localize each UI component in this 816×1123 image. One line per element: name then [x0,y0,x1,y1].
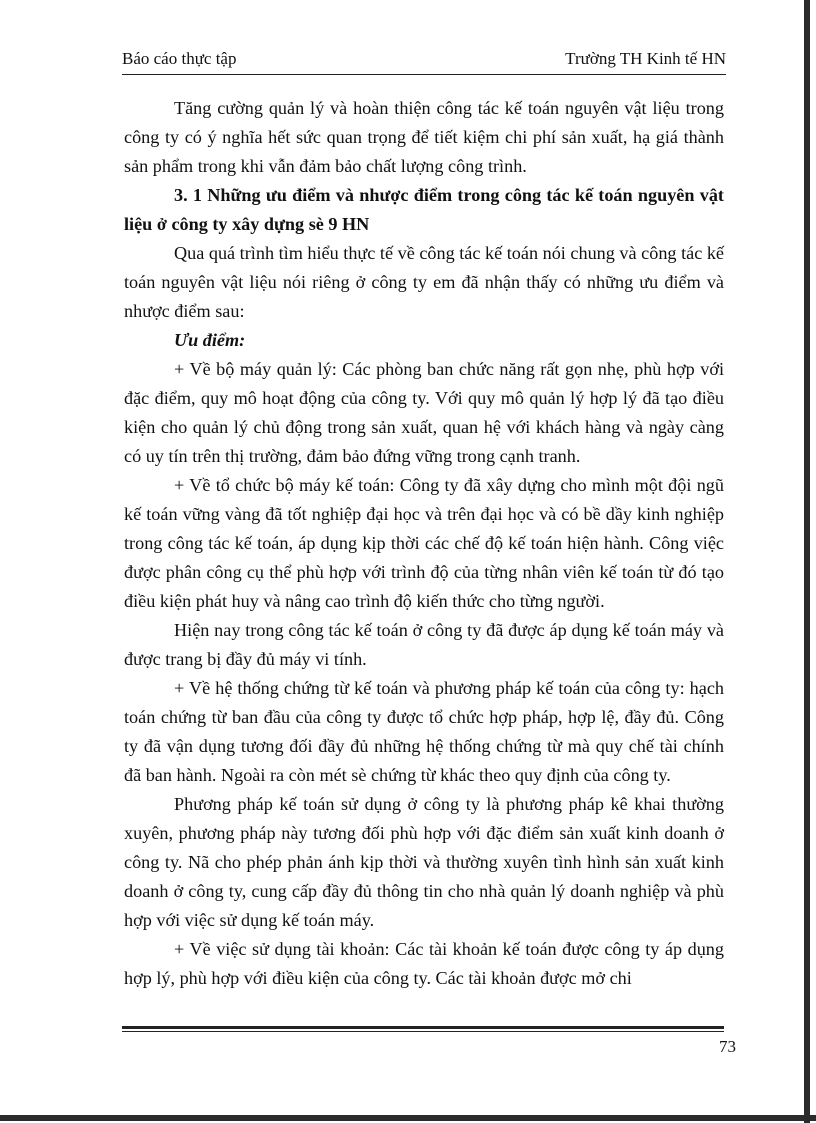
header-rule [122,74,726,75]
page-border-right [804,0,810,1123]
paragraph-accounting-organization: + Về tổ chức bộ máy kế toán: Công ty đã xây dựng cho mình một đội ngũ kế toán vững vàng đã tốt nghiệp đại học và trên đại học và có bề dầy kinh nghiệp trong công tác kế toán, áp dụng kịp thời các chế độ kế toán hiện hành. Công việc được phân công cụ thể phù hợp với trình độ của từng nhân viên kế toán từ đó tạo điều kiện phát huy và nâng cao trình độ kiến thức cho từng người. [124,475,724,611]
page-number: 73 [719,1037,736,1056]
footer-rule-thin [122,1031,724,1032]
footer-rule-thick [122,1026,724,1029]
page-border-bottom [0,1115,816,1121]
paragraph-computerized-accounting: Hiện nay trong công tác kế toán ở công ty đã được áp dụng kế toán máy và được trang bị đầy đủ máy vi tính. [124,620,724,669]
paragraph-voucher-system: + Về hệ thống chứng từ kế toán và phương pháp kế toán của công ty: hạch toán chứng từ ban đầu của công ty được tổ chức hợp pháp, hợp lệ, đầy đủ. Công ty đã vận dụng tương đối đầy đủ những hệ thống chứng từ mà quy chế tài chính đã ban hành. Ngoài ra còn mét sè chứng từ khác theo quy định của công ty. [124,678,724,785]
section-heading: 3. 1 Những ưu điểm và nhược điểm trong công tác kế toán nguyên vật liệu ở công ty xây dựng sè 9 HN [124,185,724,234]
paragraph-accounting-method: Phương pháp kế toán sử dụng ở công ty là phương pháp kê khai thường xuyên, phương pháp này tương đối phù hợp với đặc điểm sản xuất kinh doanh ở công ty. Nã cho phép phản ánh kịp thời và thường xuyên tình hình sản xuất kinh doanh ở công ty, cung cấp đầy đủ thông tin cho nhà quản lý doanh nghiệp và phù hợp với việc sử dụng kế toán máy. [124,794,724,930]
paragraph-overview: Qua quá trình tìm hiểu thực tế về công tác kế toán nói chung và công tác kế toán nguyên vật liệu nói riêng ở công ty em đã nhận thấy có những ưu điểm và nhược điểm sau: [124,243,724,321]
paragraph-management: + Về bộ máy quản lý: Các phòng ban chức năng rất gọn nhẹ, phù hợp với đặc điểm, quy mô hoạt động của công ty. Với quy mô quản lý hợp lý đã tạo điều kiện cho quản lý chủ động trong sản xuất, quan hệ với khách hàng và ngày càng có uy tín trên thị trường, đảm bảo đứng vững trong cạnh tranh. [124,359,724,466]
paragraph-intro: Tăng cường quản lý và hoàn thiện công tác kế toán nguyên vật liệu trong công ty có ý nghĩa hết sức quan trọng để tiết kiệm chi phí sản xuất, hạ giá thành sản phẩm trong khi vẫn đảm bảo chất lượng công trình. [124,98,724,176]
header-school-name: Trường TH Kinh tế HN [565,49,726,68]
paragraph-accounts-usage: + Về việc sử dụng tài khoản: Các tài khoản kế toán được công ty áp dụng hợp lý, phù hợp với điều kiện của công ty. Các tài khoản được mở chi [124,939,724,988]
subheading-advantages: Ưu điểm: [174,330,246,350]
page-header [122,44,726,76]
header-report-title: Báo cáo thực tập [122,49,237,68]
document-body [124,94,724,993]
